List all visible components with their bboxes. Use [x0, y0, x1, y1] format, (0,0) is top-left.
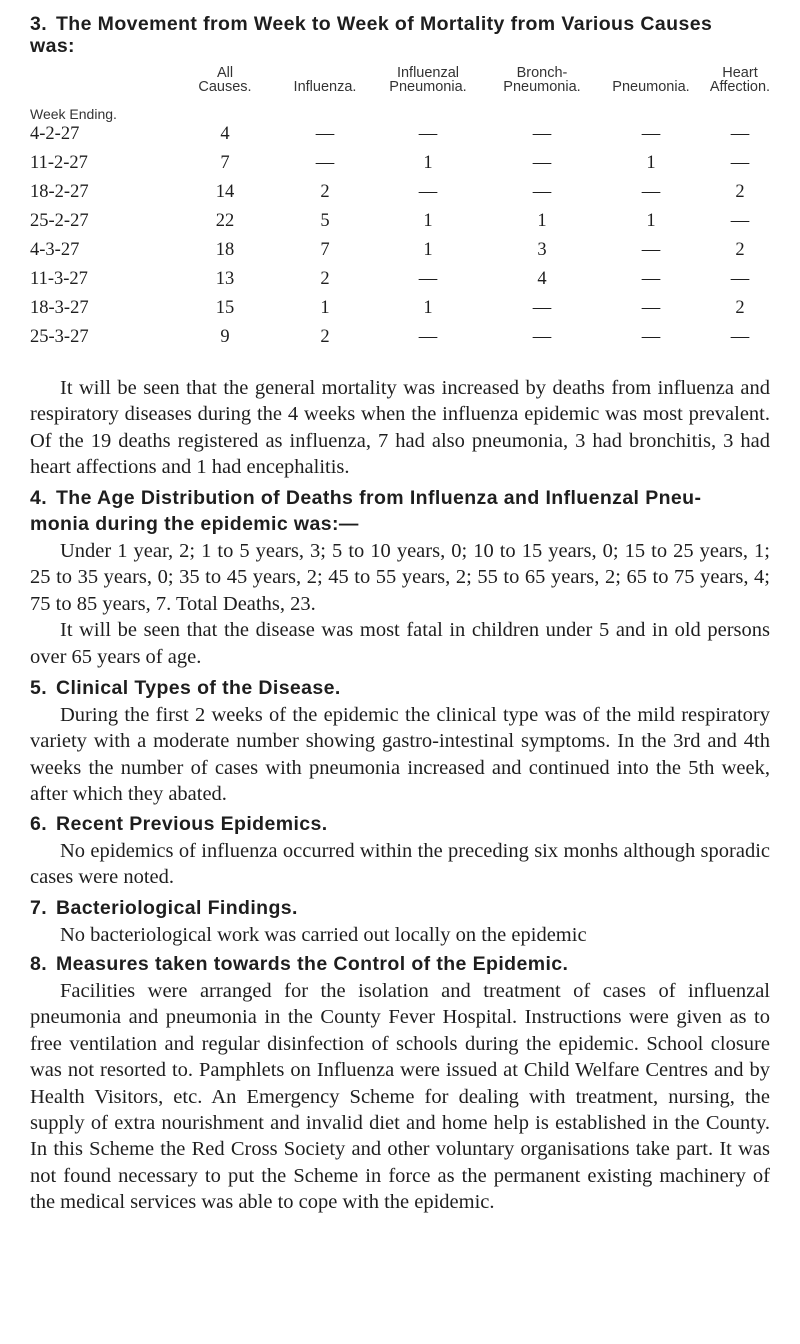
value-cell: —: [641, 182, 661, 202]
section-4-number: 4.: [30, 487, 48, 509]
section-8-number: 8.: [30, 953, 48, 975]
value-cell: —: [418, 327, 438, 347]
section-7-body: [30, 922, 770, 948]
value-cell: —: [532, 182, 552, 202]
table-row: [30, 240, 775, 266]
value-cell: 5: [320, 211, 330, 231]
col-influenzal-line2: Pneumonia.: [389, 79, 467, 95]
section-6-heading: [30, 812, 328, 836]
value-cell: —: [418, 269, 438, 289]
table-row: [30, 269, 775, 295]
age-distribution-note: It will be seen that the disease was most fatal in children under 5 and in old persons over 65 years of age.: [30, 619, 770, 668]
value-cell: —: [730, 124, 750, 144]
col-heart-line1: Heart: [722, 65, 758, 81]
value-cell: 1: [423, 211, 433, 231]
value-cell: 22: [215, 211, 235, 231]
col-all-line2: Causes.: [198, 79, 252, 95]
col-bronch-line2: Pneumonia.: [503, 79, 581, 95]
value-cell: 1: [646, 153, 656, 173]
value-cell: —: [641, 298, 661, 318]
section-5-heading: [30, 676, 341, 700]
value-cell: 3: [537, 240, 547, 260]
control-measures-text: Facilities were arranged for the isolation and treatment of cases of influenzal pneumonia and pneumonia in the County Fever Hospital. Instructions were given as to free ventilation and regular disinfection of schools during the epidemic. School closure was not resorted to. Pamphlets on Influenza were issued at Child Welfare Centres and by Health Visitors, etc. An Emergency Scheme for dealing with treatment, nursing, the supply of extra nourishment and invalid diet and home help is established in the County. In this Scheme the Red Cross Society and other voluntary organisations take part. It was not found necessary to put the Scheme in force as the permanent existing machinery of the medical services was able to cope with the epidemic.: [30, 980, 770, 1214]
section-4-heading: [30, 486, 701, 510]
value-cell: —: [730, 269, 750, 289]
value-cell: 2: [320, 182, 330, 202]
section-5-number: 5.: [30, 677, 48, 699]
week-cell: 4-3-27: [30, 240, 80, 260]
section-3-heading-text: The Movement from Week to Week of Mortality from Various Causes: [56, 13, 713, 35]
section-3-number: 3.: [30, 13, 48, 35]
value-cell: —: [532, 153, 552, 173]
col-all-line1: All: [216, 65, 234, 81]
age-distribution-text: Under 1 year, 2; 1 to 5 years, 3; 5 to 10 years, 0; 10 to 15 years, 0; 15 to 25 years, 1; 25 to 35 years, 0; 35 to 45 years, 2; 45 to 55 years, 2; 55 to 65 years, 2; 65 to 75 years, 4; 75 to 85 years, 7. Total Deaths, 23.: [30, 540, 770, 615]
value-cell: 2: [320, 327, 330, 347]
value-cell: —: [730, 211, 750, 231]
mortality-paragraph: [30, 375, 770, 481]
value-cell: 1: [423, 298, 433, 318]
table-row: [30, 182, 775, 208]
table-row: [30, 298, 775, 324]
value-cell: 4: [220, 124, 230, 144]
table-row: [30, 327, 775, 353]
value-cell: 1: [646, 211, 656, 231]
value-cell: —: [641, 124, 661, 144]
col-pneumonia: Pneumonia.: [612, 79, 690, 95]
value-cell: —: [315, 124, 335, 144]
section-4-body: [30, 538, 770, 670]
clinical-types-text: During the first 2 weeks of the epidemic the clinical type was of the mild respiratory variety with a moderate number showing gastro-intestinal symptoms. In the 3rd and 4th weeks the number of cases with pneumonia increased and continued into the 5th week, after which they abated.: [30, 704, 770, 806]
value-cell: —: [641, 240, 661, 260]
col-heart-line2: Affection.: [709, 79, 771, 95]
previous-epidemics-text: No epidemics of influenza occurred within the preceding six monhs although sporadic cases were noted.: [30, 840, 770, 889]
value-cell: 2: [735, 240, 745, 260]
week-cell: 18-2-27: [30, 182, 89, 202]
col-influenza: Influenza.: [293, 79, 357, 95]
value-cell: —: [730, 327, 750, 347]
week-cell: 25-3-27: [30, 327, 89, 347]
value-cell: 15: [215, 298, 235, 318]
mortality-table-header: [30, 62, 775, 122]
section-7-heading-text: Bacteriological Findings.: [56, 897, 298, 919]
value-cell: 9: [220, 327, 230, 347]
section-4-heading-text: The Age Distribution of Deaths from Influenza and Influenzal Pneu-: [56, 487, 702, 509]
week-cell: 11-3-27: [30, 269, 88, 289]
value-cell: 1: [537, 211, 547, 231]
section-3-heading: [30, 12, 712, 36]
value-cell: —: [418, 124, 438, 144]
value-cell: 1: [423, 240, 433, 260]
section-7-number: 7.: [30, 897, 48, 919]
value-cell: —: [532, 327, 552, 347]
section-8-heading-text: Measures taken towards the Control of the Epidemic.: [56, 953, 569, 975]
value-cell: 18: [215, 240, 235, 260]
value-cell: —: [532, 124, 552, 144]
col-bronch-line1: Bronch-: [516, 65, 568, 81]
section-6-body: [30, 838, 770, 891]
value-cell: —: [641, 269, 661, 289]
table-row: [30, 153, 775, 179]
value-cell: 2: [320, 269, 330, 289]
week-cell: 25-2-27: [30, 211, 89, 231]
value-cell: 13: [215, 269, 235, 289]
section-6-heading-text: Recent Previous Epidemics.: [56, 813, 328, 835]
mortality-text: It will be seen that the general mortality was increased by deaths from influenza and respiratory diseases during the 4 weeks when the influenza epidemic was most prevalent. Of the 19 deaths registered as influenza, 7 had also pneumonia, 3 had bronchitis, 3 had heart affections and 1 had encephalitis.: [30, 377, 770, 479]
value-cell: —: [641, 327, 661, 347]
col-influenzal-line1: Influenzal: [396, 65, 460, 81]
value-cell: 14: [215, 182, 235, 202]
week-cell: 11-2-27: [30, 153, 88, 173]
value-cell: 2: [735, 182, 745, 202]
section-4-heading-cont: monia during the epidemic was:—: [30, 513, 359, 535]
value-cell: 7: [320, 240, 330, 260]
col-week-ending: Week Ending.: [30, 106, 117, 122]
value-cell: 4: [537, 269, 547, 289]
value-cell: 2: [735, 298, 745, 318]
week-cell: 18-3-27: [30, 298, 89, 318]
section-7-heading: [30, 896, 298, 920]
week-cell: 4-2-27: [30, 124, 80, 144]
section-6-number: 6.: [30, 813, 48, 835]
section-8-heading: [30, 952, 568, 976]
value-cell: —: [315, 153, 335, 173]
table-row: [30, 124, 775, 150]
bacteriological-text: No bacteriological work was carried out locally on the epidemic: [60, 924, 587, 946]
value-cell: —: [532, 298, 552, 318]
section-3-heading-cont: was:: [30, 35, 75, 57]
value-cell: 7: [220, 153, 230, 173]
section-5-heading-text: Clinical Types of the Disease.: [56, 677, 341, 699]
value-cell: —: [418, 182, 438, 202]
section-8-body: [30, 978, 770, 1216]
value-cell: 1: [320, 298, 330, 318]
table-row: [30, 211, 775, 237]
value-cell: —: [730, 153, 750, 173]
value-cell: 1: [423, 153, 433, 173]
section-5-body: [30, 702, 770, 808]
